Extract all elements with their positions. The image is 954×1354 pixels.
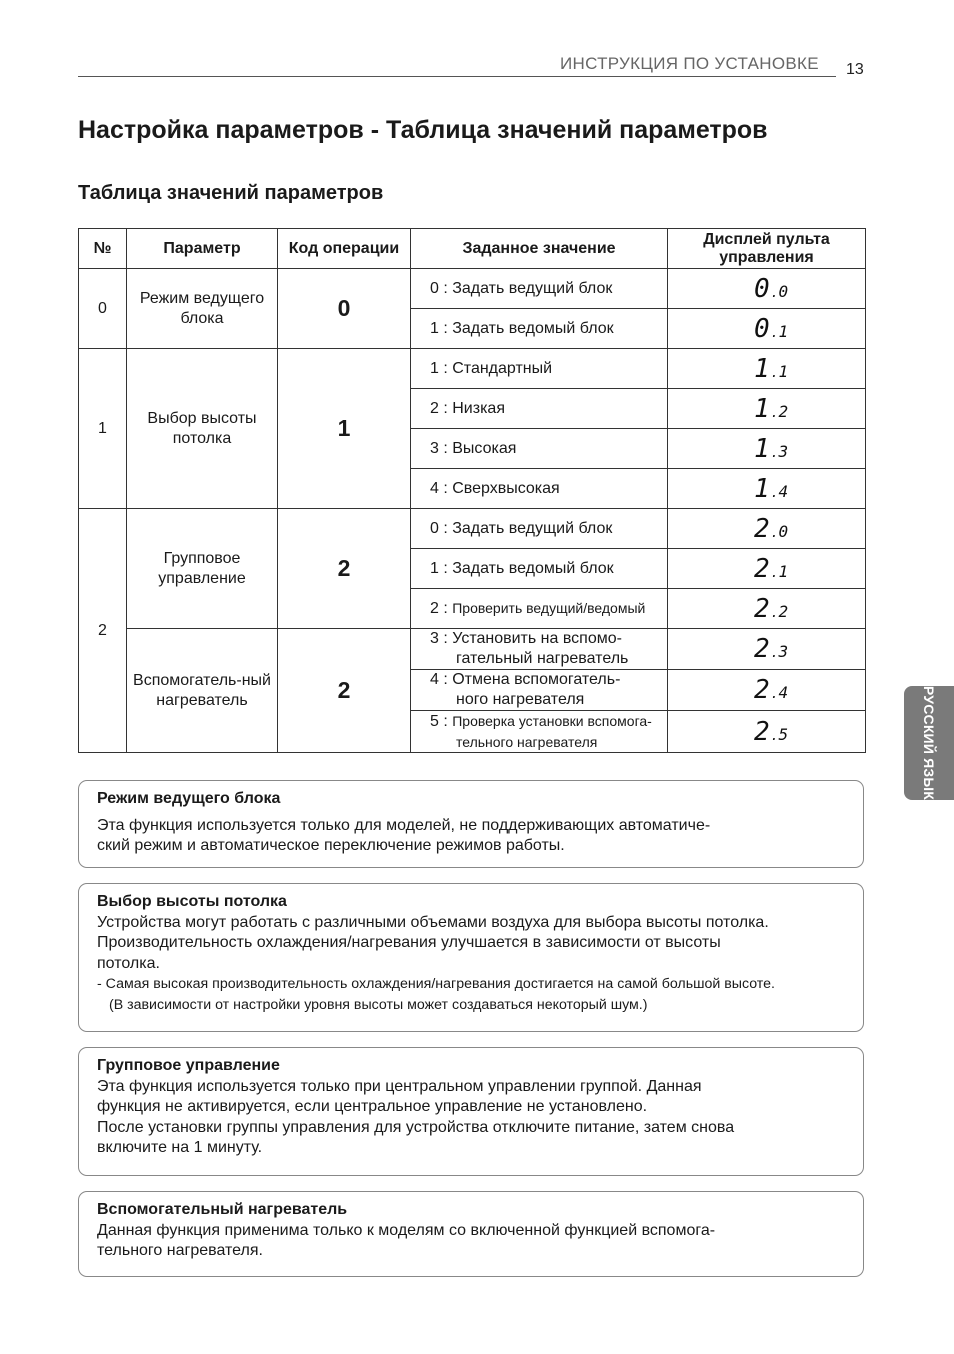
note-title: Выбор высоты потолка	[97, 893, 287, 910]
table-row	[79, 509, 866, 549]
row-display	[668, 269, 866, 309]
display-code: 1.2	[754, 393, 789, 424]
row-code: 2	[278, 629, 411, 753]
display-code: 2.2	[754, 593, 789, 624]
row-value: 3 : Установить на вспомо- гательный нагреватель	[411, 629, 668, 670]
note-line: Эта функция используется только для моделей, не поддерживающих автоматиче-	[97, 816, 711, 834]
display-code: 2.4	[754, 675, 789, 705]
display-code: 2.3	[754, 634, 789, 664]
note-aux-heater	[78, 1191, 864, 1277]
display-code: 0.0	[754, 273, 789, 304]
row-num: 1	[79, 349, 127, 509]
row-param: Групповое управление	[127, 509, 278, 629]
note-line: Данная функция применима только к моделям со включенной функцией вспомога-	[97, 1221, 716, 1239]
note-ceiling-height	[78, 883, 864, 1032]
page-title: Настройка параметров - Таблица значений параметров	[78, 116, 768, 144]
display-code: 1.3	[754, 433, 789, 464]
row-num: 0	[79, 269, 127, 349]
display-code: 1.4	[754, 473, 789, 504]
note-master-mode	[78, 780, 864, 868]
row-display	[668, 389, 866, 429]
display-code: 2.1	[754, 553, 789, 584]
header-value: Заданное значение	[411, 229, 668, 269]
row-value: 0 : Задать ведущий блок	[411, 509, 668, 549]
row-value: 0 : Задать ведущий блок	[411, 269, 668, 309]
row-display	[668, 429, 866, 469]
display-code: 0.1	[754, 313, 789, 344]
table-row	[79, 629, 866, 670]
note-line: - Самая высокая производительность охлаждения/нагревания достигается на самой большой высоте.	[97, 976, 775, 992]
header-display: Дисплей пульта управления	[668, 229, 866, 269]
page-number: 13	[846, 61, 864, 78]
note-line: (В зависимости от настройки уровня высоты может создаваться некоторый шум.)	[109, 996, 648, 1013]
note-line: Эта функция используется только при центральном управлении группой. Данная	[97, 1077, 702, 1095]
section-title: Таблица значений параметров	[78, 182, 384, 204]
row-value: 3 : Высокая	[411, 429, 668, 469]
note-line: Производительность охлаждения/нагревания улучшается в зависимости от высоты	[97, 934, 721, 951]
display-code: 1.1	[754, 353, 789, 384]
row-code: 2	[278, 509, 411, 629]
row-param: Выбор высоты потолка	[127, 349, 278, 509]
note-line: функция не активируется, если центральное управление не установлено.	[97, 1098, 648, 1115]
row-display	[668, 589, 866, 629]
row-param: Вспомогатель-ный нагреватель	[127, 629, 278, 753]
parameter-table	[78, 228, 866, 753]
row-display	[668, 509, 866, 549]
row-display	[668, 309, 866, 349]
language-tab-label: РУССКИЙ ЯЗЫК	[921, 685, 937, 801]
row-param: Режим ведущего блока	[127, 269, 278, 349]
display-code: 2.5	[754, 716, 789, 747]
row-display	[668, 549, 866, 589]
note-line: После установки группы управления для устройства отключите питание, затем снова	[97, 1118, 735, 1136]
note-title: Вспомогательный нагреватель	[97, 1201, 348, 1218]
row-display	[668, 711, 866, 753]
note-line: ский режим и автоматическое переключение режимов работы.	[97, 837, 565, 854]
row-value: 1 : Стандартный	[411, 349, 668, 389]
header-code: Код операции	[278, 229, 411, 269]
table-row	[79, 349, 866, 389]
row-value: 4 : Сверхвысокая	[411, 469, 668, 509]
header-num: №	[79, 229, 127, 269]
table-row	[79, 269, 866, 309]
header-title: ИНСТРУКЦИЯ ПО УСТАНОВКЕ	[560, 54, 819, 73]
row-value: 4 : Отмена вспомогатель- ного нагревателя	[411, 670, 668, 711]
header-param: Параметр	[127, 229, 278, 269]
header-divider	[78, 76, 836, 77]
language-tab	[904, 686, 954, 800]
row-display	[668, 469, 866, 509]
note-title: Групповое управление	[97, 1057, 280, 1074]
note-group-control	[78, 1047, 864, 1176]
row-num: 2	[79, 509, 127, 753]
note-title: Режим ведущего блока	[97, 790, 281, 807]
row-display	[668, 670, 866, 711]
row-code: 0	[278, 269, 411, 349]
row-value: 5 : Проверка установки вспомога- тельного нагревателя	[411, 711, 668, 753]
display-code: 2.0	[754, 513, 789, 544]
row-value: 2 : Низкая	[411, 389, 668, 429]
row-display	[668, 629, 866, 670]
row-value: 2 : Проверить ведущий/ведомый	[411, 589, 668, 629]
note-line: потолка.	[97, 954, 160, 972]
row-value: 1 : Задать ведомый блок	[411, 309, 668, 349]
note-line: Устройства могут работать с различными объемами воздуха для выбора высоты потолка.	[97, 913, 769, 931]
row-code: 1	[278, 349, 411, 509]
row-display	[668, 349, 866, 389]
row-value: 1 : Задать ведомый блок	[411, 549, 668, 589]
note-line: включите на 1 минуту.	[97, 1139, 263, 1156]
note-line: тельного нагревателя.	[97, 1242, 263, 1259]
table-header-row	[79, 229, 866, 269]
